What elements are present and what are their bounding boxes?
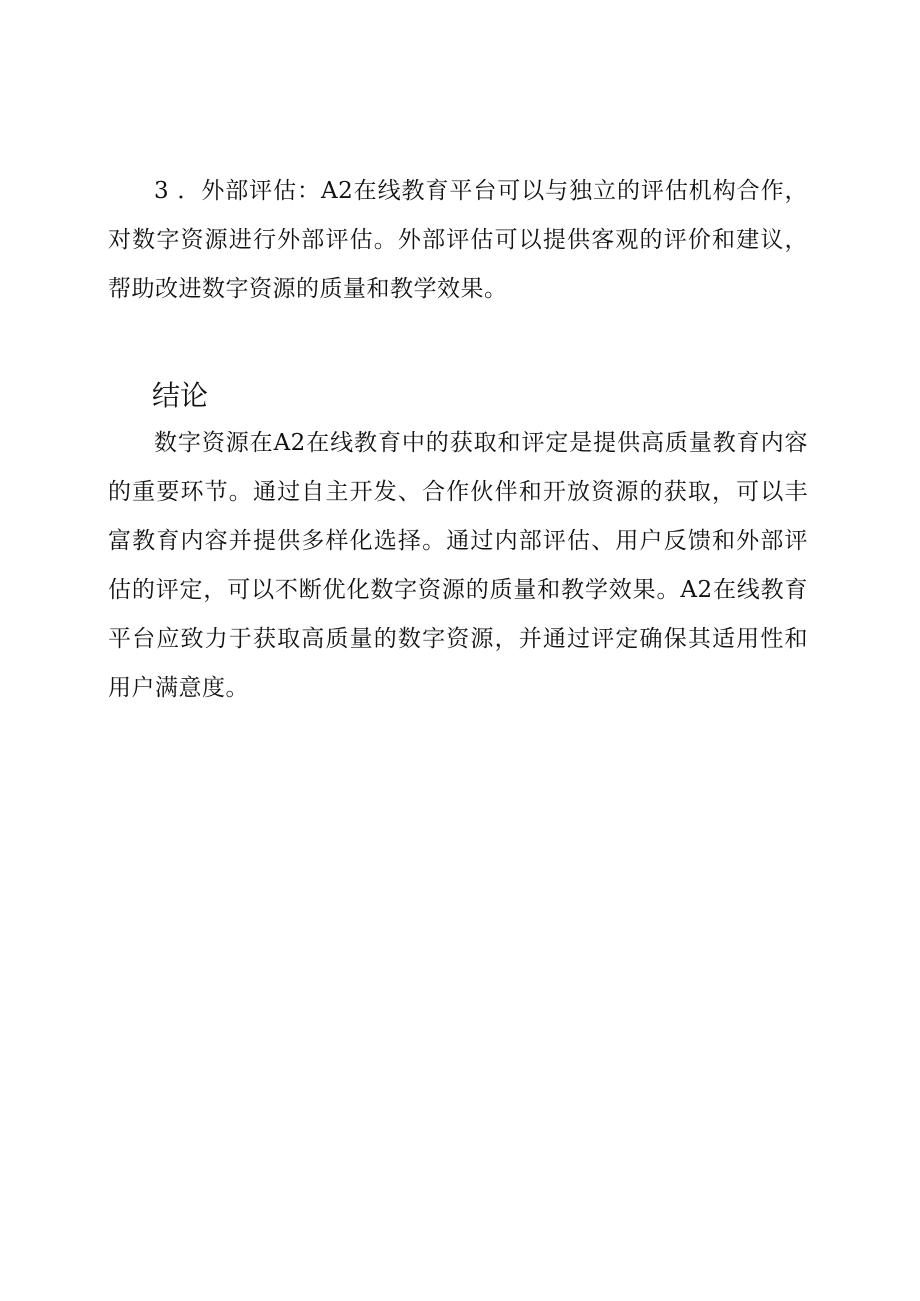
conclusion-paragraph: 数字资源在A2在线教育中的获取和评定是提供高质量教育内容的重要环节。通过自主开发、合作伙伴和开放资源的获取，可以丰富教育内容并提供多样化选择。通过内部评估、用户反馈和外部评估的评定，可以不断优化数字资源的质量和教学效果。A2在线教育平台应致力于获取高质量的数字资源，并通过评定确保其适用性和用户满意度。 [108, 430, 808, 701]
conclusion-heading: 结论 [152, 379, 209, 412]
external-evaluation-paragraph: 3 ．外部评估：A2在线教育平台可以与独立的评估机构合作，对数字资源进行外部评估。外部评估可以提供客观的评价和建议，帮助改进数字资源的质量和教学效果。 [108, 178, 808, 302]
